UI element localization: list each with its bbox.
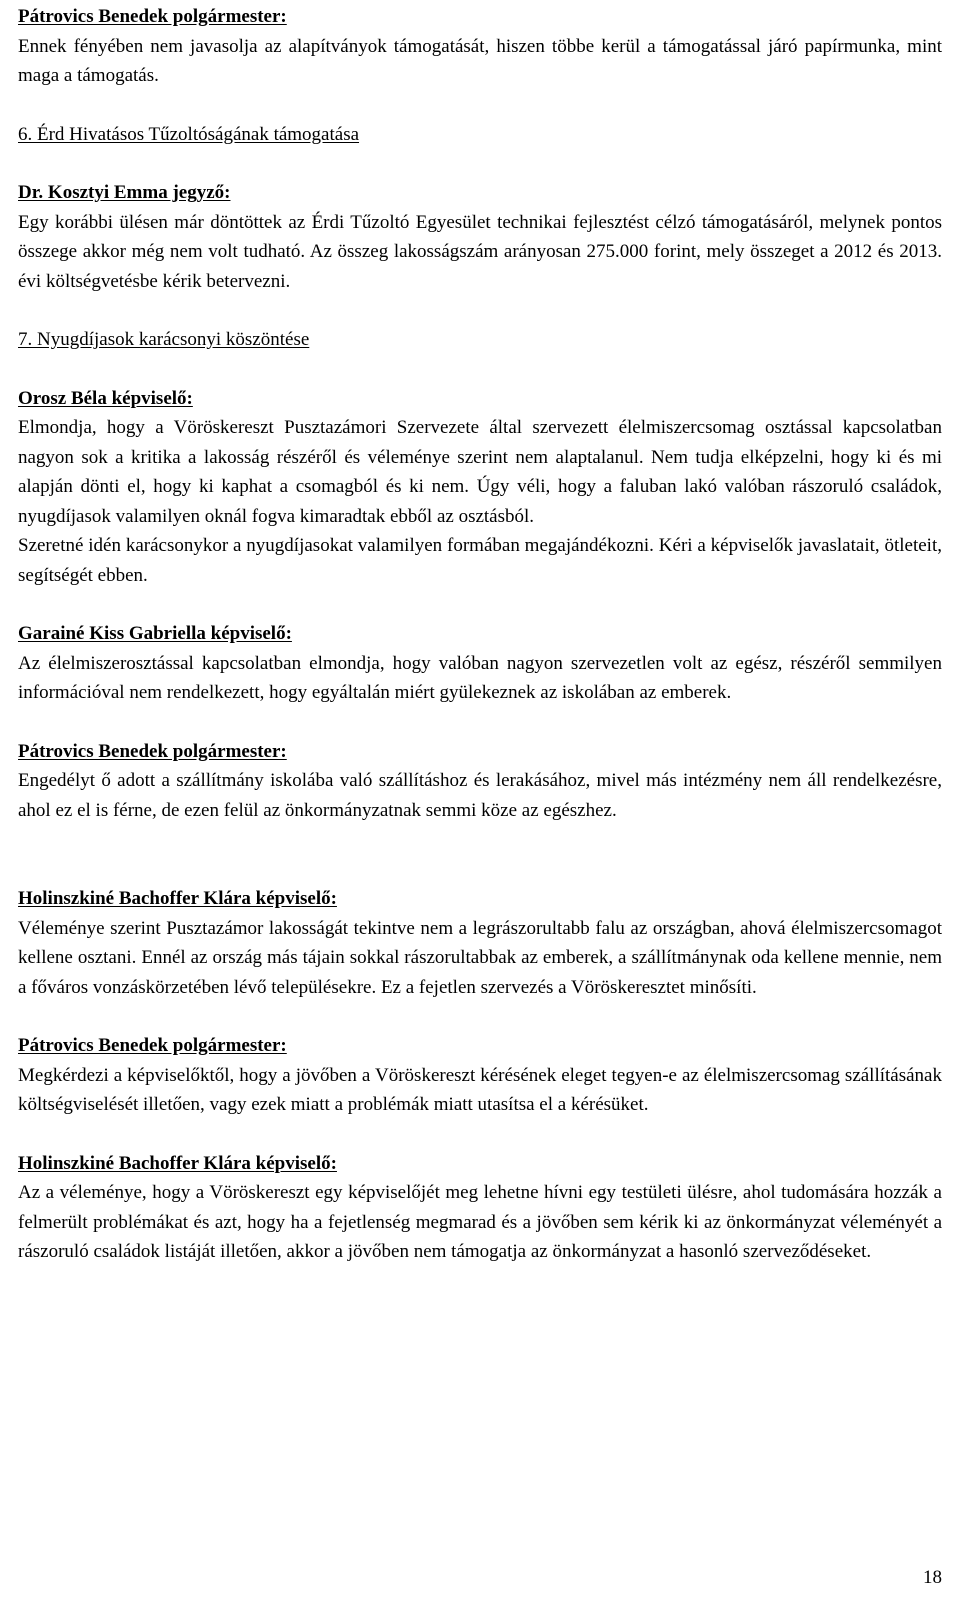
speaker-heading: Orosz Béla képviselő:: [18, 387, 193, 409]
agenda-item-heading: 7. Nyugdíjasok karácsonyi köszöntése: [18, 329, 310, 350]
agenda-item-heading: 6. Érd Hivatásos Tűzoltóságának támogatása: [18, 123, 360, 145]
speaker-heading: Garainé Kiss Gabriella képviselő:: [18, 623, 292, 644]
blank-line: [18, 590, 942, 619]
blank-line: [18, 1002, 942, 1031]
paragraph: Az a véleménye, hogy a Vöröskereszt egy képviselőjét meg lehetne hívni egy testületi ülésre, ahol tudomására hozzák a felmerült problémákat és azt, hogy ha a fejetlenség megmarad és a jövőben sem kérik ki az önkormányzat véleményét a rászoruló családok listáját illetően, akkor a jövőben nem támogatja az önkormányzat a hasonló szerveződéseket.: [18, 1182, 942, 1262]
paragraph: Engedélyt ő adott a szállítmány iskolába való szállításhoz és lerakásához, mivel más intézmény nem áll rendelkezésre, ahol ez el is férne, de ezen felül az önkormányzatnak semmi köze az egészhez.: [18, 770, 942, 821]
blank-line: [18, 1120, 942, 1149]
paragraph: Szeretné idén karácsonykor a nyugdíjasokat valamilyen formában megajándékozni. Kéri a képviselők javaslatait, ötleteit, segítségét ebben.: [18, 535, 942, 586]
speaker-heading: Pátrovics Benedek polgármester:: [18, 6, 287, 27]
speaker-heading: Dr. Kosztyi Emma jegyző:: [18, 182, 231, 203]
blank-lines: [18, 825, 942, 884]
paragraph: Véleménye szerint Pusztazámor lakosságát tekintve nem a legrászorultabb falu az országban, ahová élelmiszercsomagot kellene osztani. Ennél az ország más tájain sokkal rászorultabbak az emberek, a szállítmánynak oda kellene mennie, nem a főváros vonzáskörzetében lévő településekre. Ez a fejetlen szervezés a Vöröskeresztet minősíti.: [18, 917, 942, 998]
paragraph: Ennek fényében nem javasolja az alapítványok támogatását, hiszen többe kerül a támogatással járó papírmunka, mint maga a támogatás.: [18, 35, 942, 86]
speaker-heading: Pátrovics Benedek polgármester:: [18, 1035, 287, 1056]
speaker-heading: Holinszkiné Bachoffer Klára képviselő:: [18, 888, 337, 909]
speaker-heading: Pátrovics Benedek polgármester:: [18, 740, 287, 762]
blank-line: [18, 149, 942, 178]
speaker-heading: Holinszkiné Bachoffer Klára képviselő:: [18, 1152, 337, 1174]
blank-line: [18, 355, 942, 384]
paragraph: Az élelmiszerosztással kapcsolatban elmondja, hogy valóban nagyon szervezetlen volt az egész, részéről semmilyen információval nem rendelkezett, hogy egyáltalán miért gyülekeznek az iskolában az emberek.: [18, 652, 942, 703]
minutes-body: [18, 2, 942, 1267]
paragraph: Elmondja, hogy a Vöröskereszt Pusztazámori Szervezete által szervezett élelmiszercsomag osztással kapcsolatban nagyon sok a kritika a lakosság részéről és véleménye szerint nem alaptalanul. Nem tudja elképzelni, hogy ki és mi alapján dönti el, hogy ki kaphat a csomagból és ki nem. Úgy véli, hogy a faluban lakó valóban rászoruló családok, nyugdíjasok valamilyen oknál fogva kimaradtak ebből az osztásból.: [18, 417, 942, 527]
paragraph: Egy korábbi ülésen már döntöttek az Érdi Tűzoltó Egyesület technikai fejlesztést célzó támogatásáról, melynek pontos összege akkor még nem volt tudható. Az összeg lakosságszám arányosan 275.000 forint, mely összeget a 2012 és 2013. évi költségvetésbe kérik betervezni.: [18, 211, 942, 292]
paragraph: Megkérdezi a képviselőktől, hogy a jövőben a Vöröskereszt kérésének eleget tegyen-e az élelmiszercsomag szállításának költségviselését illetően, vagy ezek miatt a problémák miatt utasítsa el a kérésüket.: [18, 1064, 942, 1115]
blank-line: [18, 708, 942, 737]
page-number: 18: [923, 1567, 942, 1588]
blank-line: [18, 91, 942, 120]
blank-line: [18, 296, 942, 325]
